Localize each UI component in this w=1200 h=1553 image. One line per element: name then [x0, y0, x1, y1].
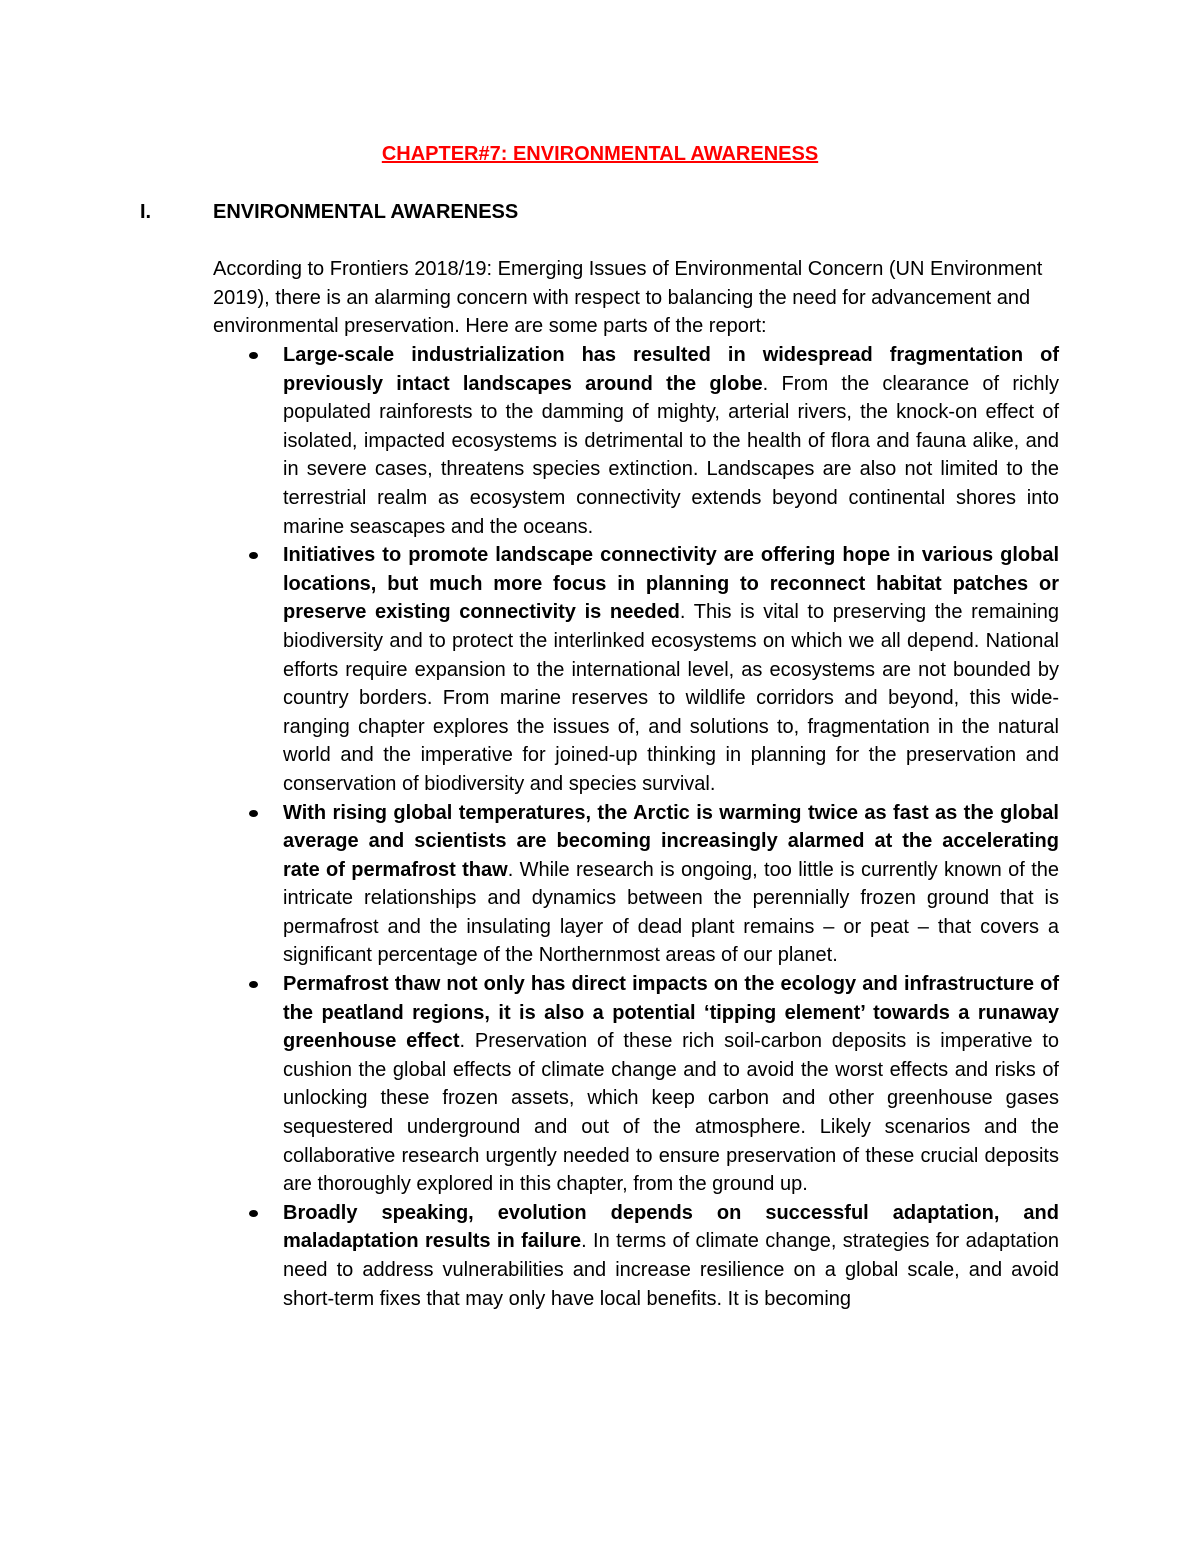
- bullet-item: [283, 541, 1059, 798]
- section-heading-text: ENVIRONMENTAL AWARENESS: [213, 201, 519, 223]
- bullet-icon: [249, 981, 258, 988]
- bullet-body-text: . In terms of climate change, strategies for adaptation need to address vulnerabilities and increase resilience on a global scale, and avoid short-term fixes that may only have local benefits. It is becoming: [283, 1230, 1060, 1310]
- bullet-body-text: . While research is ongoing, too little is currently known of the intricate relationships and dynamics between the perennially frozen ground that is permafrost and the insulating layer of dead plant remains – or peat – that covers a significant percentage of the Northernmost areas of our planet.: [283, 858, 1060, 967]
- report-bullet-list: [283, 341, 1059, 1313]
- bullet-item: [283, 799, 1059, 971]
- bullet-item: [283, 341, 1059, 541]
- bullet-item: [283, 970, 1059, 1199]
- bullet-body-text: . Preservation of these rich soil-carbon deposits is imperative to cushion the global effects of climate change and to avoid the worst effects and risks of unlocking these frozen assets, which keep carbon and other greenhouse gases sequestered underground and out of the atmosphere. Likely scenarios and the collaborative research urgently needed to ensure preservation of these crucial deposits are thoroughly explored in this chapter, from the ground up.: [283, 1030, 1060, 1196]
- bullet-body-text: . This is vital to preserving the remaining biodiversity and to protect the interlinked ecosystems on which we all depend. National efforts require expansion to the international level, as ecosystems are not bounded by country borders. From marine reserves to wildlife corridors and beyond, this wide-ranging chapter explores the issues of, and solutions to, fragmentation in the natural world and the imperative for joined-up thinking in planning for the preservation and conservation of biodiversity and species survival.: [283, 601, 1059, 795]
- bullet-body-text: . From the clearance of richly populated rainforests to the damming of mighty, arterial rivers, the knock-on effect of isolated, impacted ecosystems is detrimental to the health of flora and fauna alike, and in severe cases, threatens species extinction. Landscapes are also not limited to the terrestrial realm as ecosystem connectivity extends beyond continental shores into marine seascapes and the oceans.: [283, 372, 1059, 538]
- bullet-icon: [249, 352, 258, 359]
- bullet-item: [283, 1199, 1059, 1313]
- bullet-icon: [249, 552, 258, 559]
- bullet-icon: [249, 810, 258, 817]
- bullet-bold-text: Initiatives to promote landscape connectivity are offering hope in various global locations, but much more focus in planning to reconnect habitat patches or preserve existing connectivity is needed: [283, 544, 1059, 624]
- section-heading: [140, 198, 518, 226]
- bullet-icon: [249, 1210, 258, 1217]
- bullet-bold-text: Broadly speaking, evolution depends on successful adaptation, and maladaptation results in failure: [283, 1201, 1059, 1253]
- bullet-bold-text: Large-scale industrialization has resulted in widespread fragmentation of previously intact landscapes around the globe: [283, 344, 1059, 395]
- chapter-title: CHAPTER#7: ENVIRONMENTAL AWARENESS: [381, 143, 819, 165]
- section-number: I.: [140, 201, 152, 223]
- bullet-bold-text: With rising global temperatures, the Arctic is warming twice as fast as the global average and scientists are becoming increasingly alarmed at the accelerating rate of permafrost thaw: [283, 801, 1059, 881]
- intro-paragraph: According to Frontiers 2018/19: Emerging Issues of Environmental Concern (UN Environment 2019), there is an alarming concern with respect to balancing the need for advancement and environmental preservation. Here are some parts of the report:: [213, 258, 1043, 338]
- bullet-bold-text: Permafrost thaw not only has direct impacts on the ecology and infrastructure of the peatland regions, it is also a potential ‘tipping element’ towards a runaway greenhouse effect: [283, 973, 1059, 1053]
